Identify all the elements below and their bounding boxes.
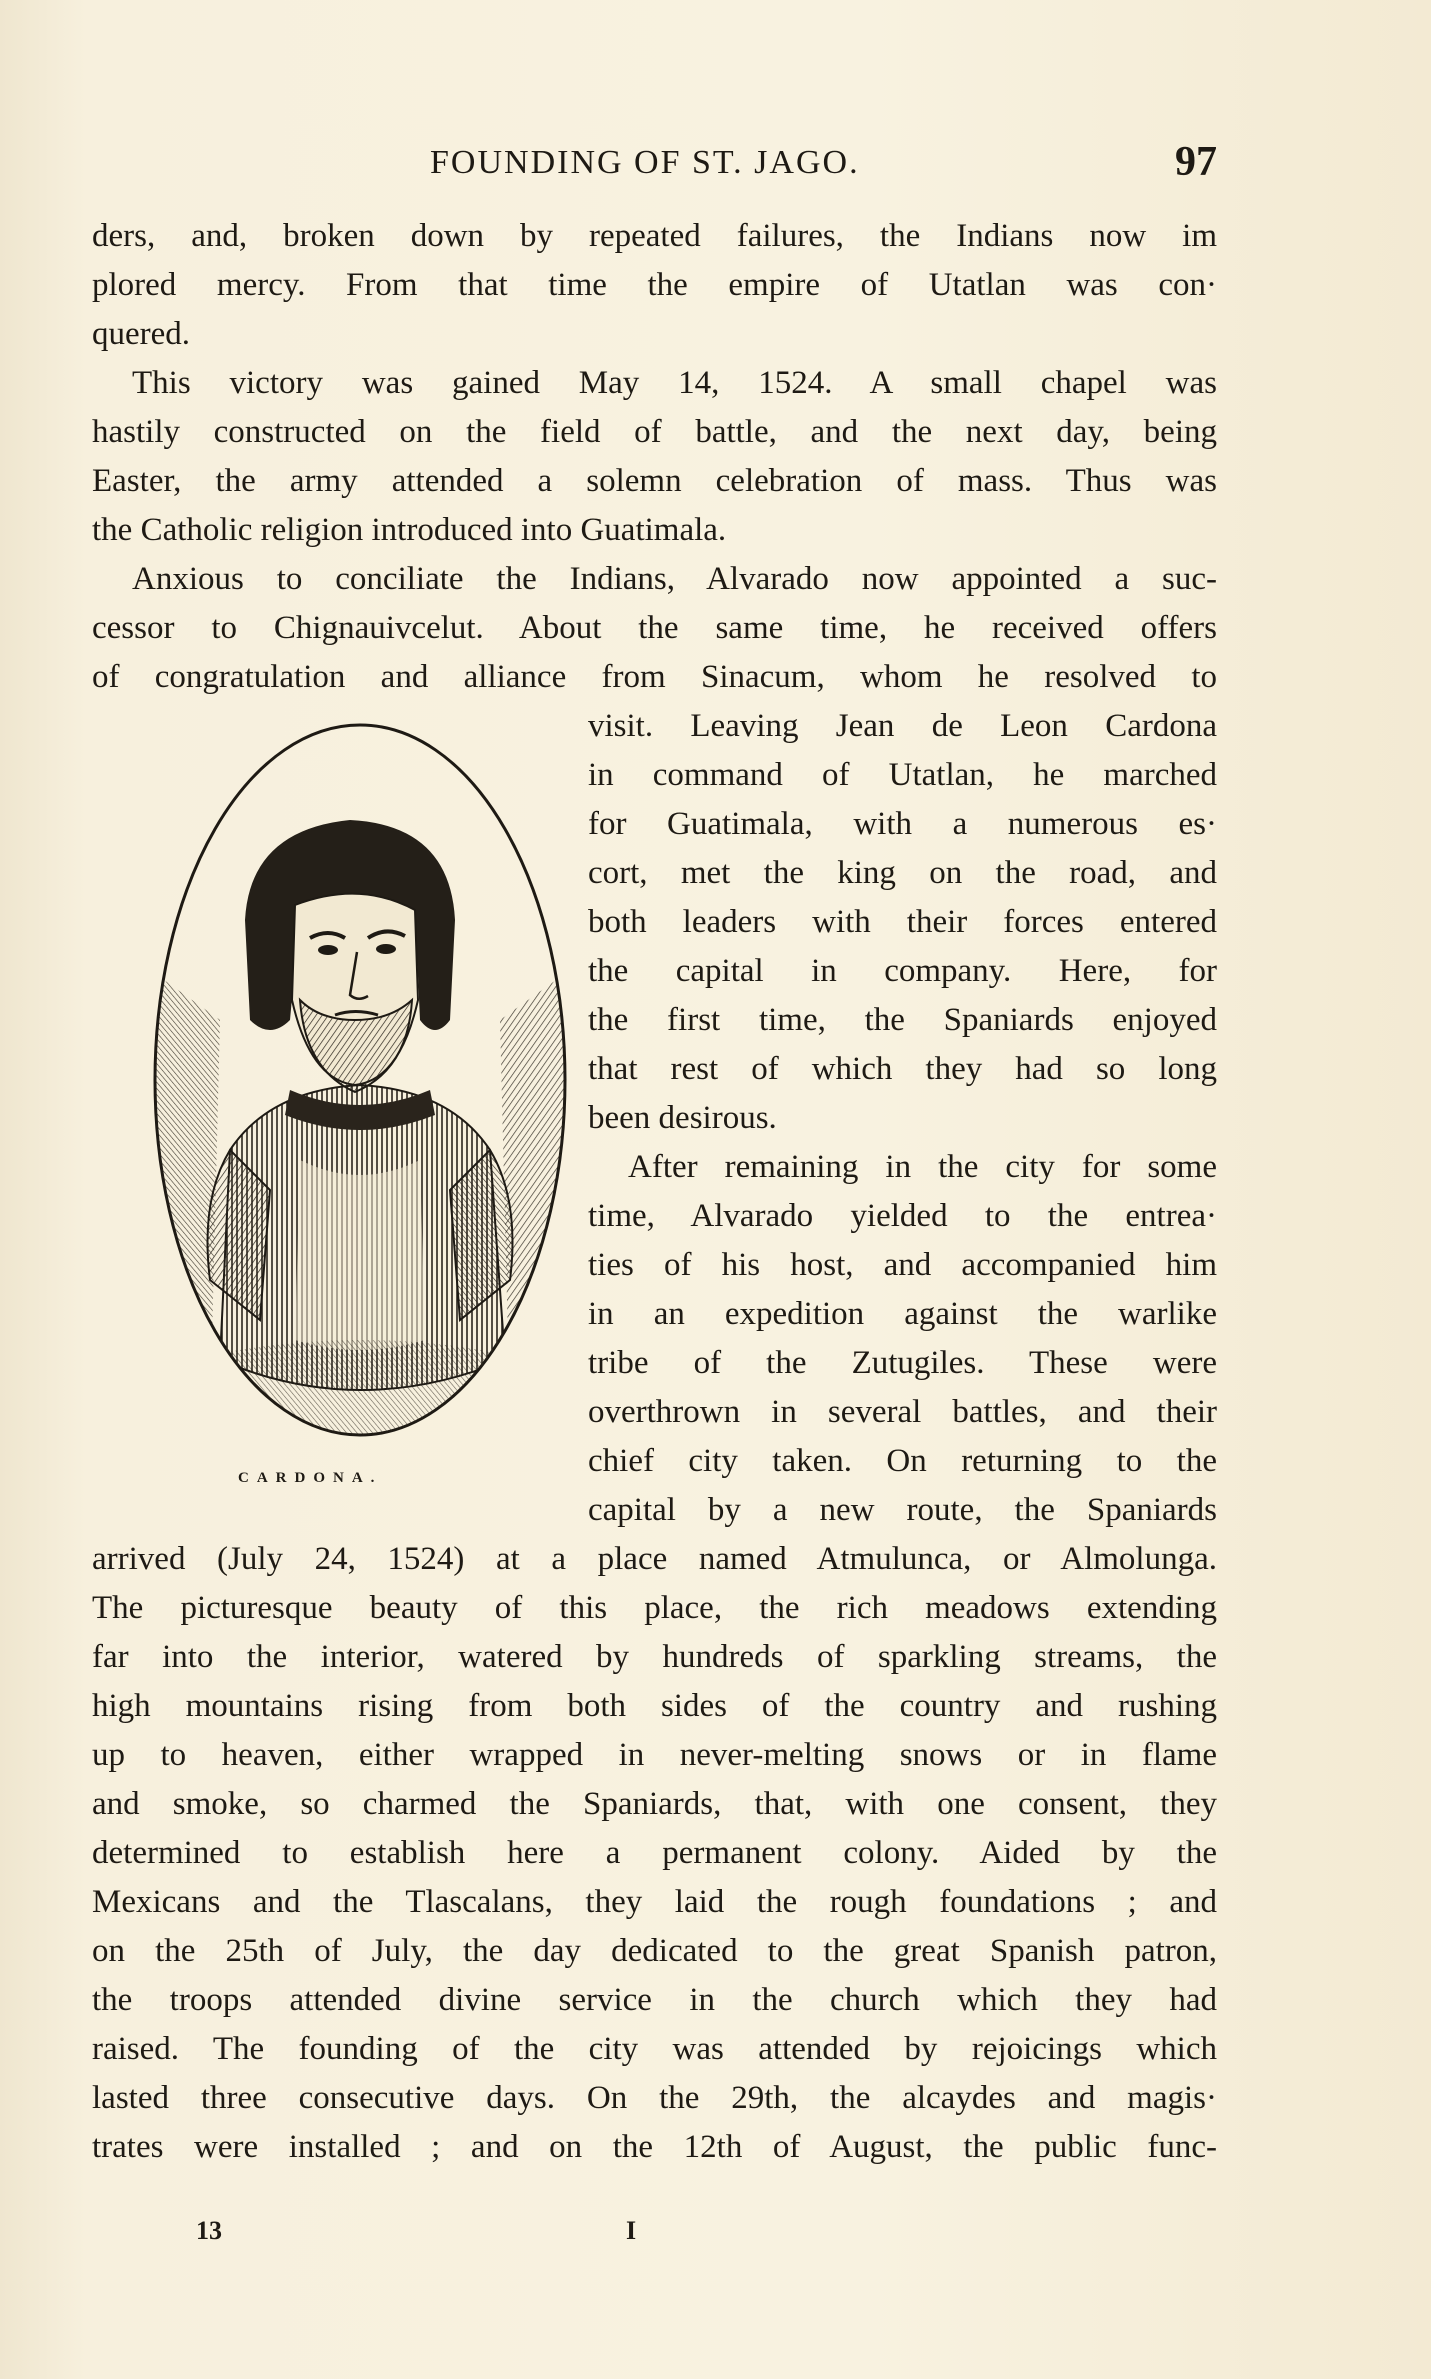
text-line: the first time, the Spaniards enjoyed [588, 1002, 1217, 1038]
text-line: been desirous. [588, 1100, 777, 1136]
text-line: The picturesque beauty of this place, the rich meadows extending [92, 1590, 1217, 1626]
text-line: in an expedition against the warlike [588, 1296, 1217, 1332]
text-line: Anxious to conciliate the Indians, Alvarado now appointed a suc- [132, 561, 1217, 597]
text-line: overthrown in several battles, and their [588, 1394, 1217, 1430]
text-line: high mountains rising from both sides of the country and rushing [92, 1688, 1217, 1724]
cardona-portrait [150, 720, 570, 1440]
text-line: for Guatimala, with a numerous es· [588, 806, 1217, 842]
page-number: 97 [1175, 139, 1217, 185]
running-head [92, 138, 1217, 188]
portrait-caption: CARDONA. [238, 1470, 383, 1486]
text-line: hastily constructed on the field of battle, and the next day, being [92, 414, 1217, 450]
signature-letter: I [626, 2216, 637, 2245]
text-line: Easter, the army attended a solemn celebration of mass. Thus was [92, 463, 1217, 499]
text-line: and smoke, so charmed the Spaniards, that, with one consent, they [92, 1786, 1217, 1822]
text-line: tribe of the Zutugiles. These were [588, 1345, 1217, 1381]
text-line: ders, and, broken down by repeated failures, the Indians now im [92, 218, 1217, 254]
text-line: ties of his host, and accompanied him [588, 1247, 1217, 1283]
text-line: chief city taken. On returning to the [588, 1443, 1217, 1479]
text-line: the Catholic religion introduced into Guatimala. [92, 512, 727, 548]
text-line: time, Alvarado yielded to the entrea· [588, 1198, 1217, 1234]
text-line: raised. The founding of the city was attended by rejoicings which [92, 2031, 1217, 2067]
text-line: trates were installed ; and on the 12th of August, the public func- [92, 2129, 1217, 2165]
text-line: cessor to Chignauivcelut. About the same time, he received offers [92, 610, 1217, 646]
text-line: cort, met the king on the road, and [588, 855, 1217, 891]
text-line: After remaining in the city for some [628, 1149, 1217, 1185]
text-line: plored mercy. From that time the empire of Utatlan was con· [92, 267, 1217, 303]
text-line: capital by a new route, the Spaniards [588, 1492, 1217, 1528]
text-line: up to heaven, either wrapped in never-melting snows or in flame [92, 1737, 1217, 1773]
text-line: the capital in company. Here, for [588, 953, 1217, 989]
text-line: determined to establish here a permanent colony. Aided by the [92, 1835, 1217, 1871]
text-line: the troops attended divine service in the church which they had [92, 1982, 1217, 2018]
text-line: that rest of which they had so long [588, 1051, 1217, 1087]
text-line: Mexicans and the Tlascalans, they laid the rough foundations ; and [92, 1884, 1217, 1920]
text-line: far into the interior, watered by hundreds of sparkling streams, the [92, 1639, 1217, 1675]
text-line: visit. Leaving Jean de Leon Cardona [588, 708, 1217, 744]
text-line: both leaders with their forces entered [588, 904, 1217, 940]
text-line: in command of Utatlan, he marched [588, 757, 1217, 793]
text-line: arrived (July 24, 1524) at a place named Atmulunca, or Almolunga. [92, 1541, 1217, 1577]
text-line: of congratulation and alliance from Sinacum, whom he resolved to [92, 659, 1217, 695]
text-line: lasted three consecutive days. On the 29th, the alcaydes and magis· [92, 2080, 1217, 2116]
running-title: FOUNDING OF ST. JAGO. [430, 144, 860, 181]
signature-number: 13 [196, 2216, 222, 2245]
text-line: This victory was gained May 14, 1524. A small chapel was [132, 365, 1217, 401]
text-line: on the 25th of July, the day dedicated to the great Spanish patron, [92, 1933, 1217, 1969]
text-line: quered. [92, 316, 191, 352]
